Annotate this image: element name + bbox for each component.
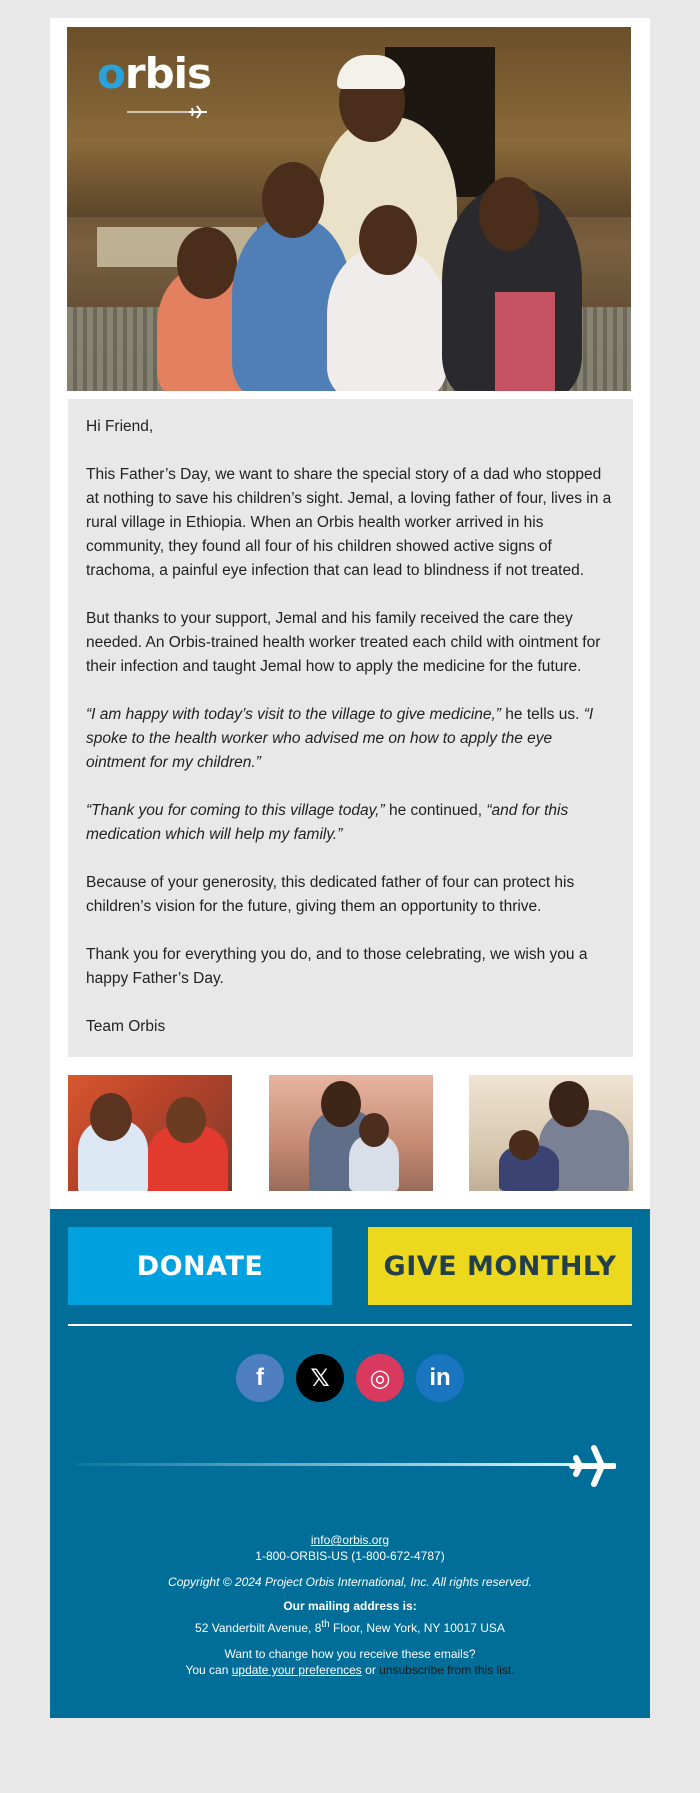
photo-eye-exam bbox=[68, 1075, 232, 1191]
letter-body bbox=[68, 399, 633, 1057]
copyright: Copyright © 2024 Project Orbis International, Inc. All rights reserved. bbox=[168, 1575, 532, 1589]
preferences-line: You can update your preferences or unsubscribe from this list. bbox=[185, 1663, 515, 1677]
photo-row bbox=[50, 1075, 650, 1209]
quote-2: “Thank you for coming to this village today,” he continued, “and for this medication which will help my family.” bbox=[86, 802, 569, 843]
change-preferences-text: Want to change how you receive these emails? bbox=[224, 1647, 476, 1661]
greeting: Hi Friend, bbox=[86, 418, 154, 435]
footer bbox=[50, 1209, 650, 1718]
paragraph-3: Because of your generosity, this dedicated father of four can protect his children’s vision for the future, giving them an opportunity to thrive. bbox=[86, 874, 575, 915]
instagram-icon[interactable]: ◎ bbox=[356, 1354, 404, 1402]
signoff: Team Orbis bbox=[86, 1018, 166, 1035]
hero-section bbox=[50, 18, 650, 390]
hero-image-family bbox=[67, 27, 631, 391]
plane-trail-graphic bbox=[68, 1438, 632, 1494]
photo-father-children bbox=[269, 1075, 433, 1191]
cta-buttons bbox=[68, 1227, 632, 1305]
linkedin-icon[interactable]: in bbox=[416, 1354, 464, 1402]
donate-button[interactable]: DONATE bbox=[68, 1227, 332, 1305]
update-preferences-link[interactable]: update your preferences bbox=[231, 1663, 362, 1677]
content-section bbox=[50, 390, 650, 1075]
unsubscribe-link[interactable]: unsubscribe from this list. bbox=[379, 1663, 515, 1677]
email-link[interactable]: info@orbis.org bbox=[310, 1533, 390, 1547]
social-links bbox=[68, 1354, 632, 1402]
orbis-logo: orbis bbox=[97, 49, 212, 98]
x-twitter-icon[interactable]: 𝕏 bbox=[296, 1354, 344, 1402]
footer-info bbox=[68, 1532, 632, 1678]
give-monthly-button[interactable]: GIVE MONTHLY bbox=[368, 1227, 632, 1305]
mailing-address: 52 Vanderbilt Avenue, 8th Floor, New York, NY 10017 USA bbox=[195, 1619, 505, 1635]
phone-number: 1-800-ORBIS-US (1-800-672-4787) bbox=[255, 1549, 445, 1563]
facebook-icon[interactable]: f bbox=[236, 1354, 284, 1402]
photo-father-ointment bbox=[469, 1075, 633, 1191]
logo-plane-icon bbox=[127, 105, 207, 119]
mailing-heading: Our mailing address is: bbox=[283, 1599, 417, 1613]
paragraph-4: Thank you for everything you do, and to those celebrating, we wish you a happy Father’s Day. bbox=[86, 946, 588, 987]
paragraph-1: This Father’s Day, we want to share the special story of a dad who stopped at nothing to save his children’s sight. Jemal, a loving father of four, lives in a rural village in Ethiopia. When an Orbis health worker arrived in his community, they found all four of his children showed active signs of trachoma, a painful eye infection that can lead to blindness if not treated. bbox=[86, 466, 612, 579]
divider bbox=[68, 1324, 632, 1326]
plane-icon bbox=[568, 1444, 616, 1488]
quote-1: “I am happy with today’s visit to the village to give medicine,” he tells us. “I spoke to the health worker who advised me on how to apply the eye ointment for my children.” bbox=[86, 706, 594, 771]
paragraph-2: But thanks to your support, Jemal and his family received the care they needed. An Orbis-trained health worker treated each child with ointment for their infection and taught Jemal how to apply the medicine for the future. bbox=[86, 610, 601, 675]
email-container bbox=[50, 18, 650, 1718]
